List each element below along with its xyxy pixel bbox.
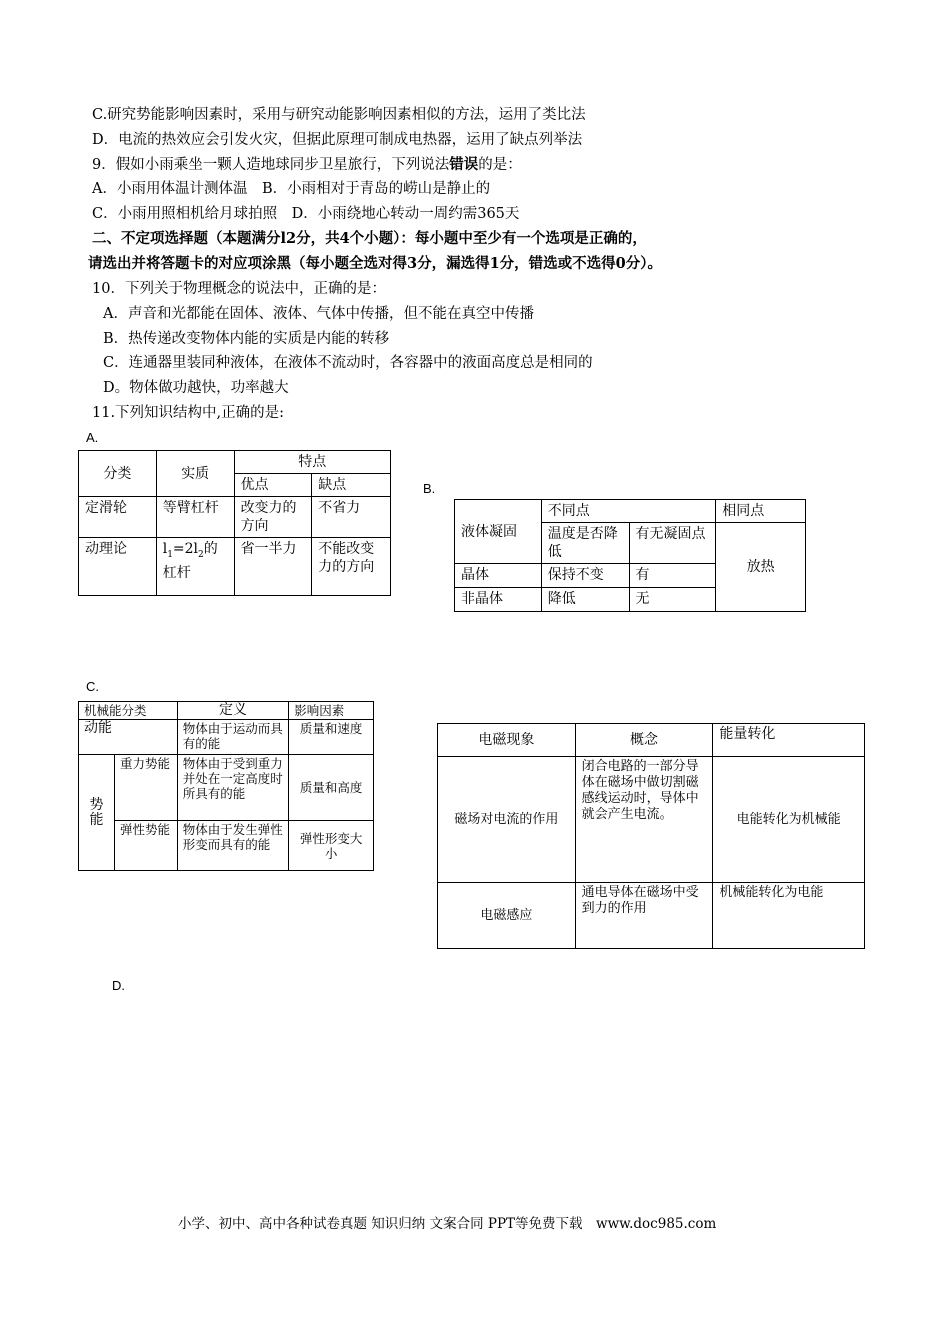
- table-a-row2-essence: [156, 538, 234, 596]
- label-c: C.: [86, 679, 99, 694]
- table-a-row2-advantage: 省一半力: [234, 538, 312, 596]
- table-c-potential: 势能: [79, 755, 115, 871]
- table-d-header-phenomenon: 电磁现象: [438, 724, 576, 757]
- table-d: [437, 723, 865, 949]
- q8-option-c: C.研究势能影响因素时，采用与研究动能影响因素相似的方法，运用了类比法: [92, 107, 586, 123]
- table-c-elastic-factor: 弹性形变大小: [289, 821, 374, 871]
- table-b-header-temp: 温度是否降低: [541, 523, 629, 564]
- q10-option-d: D。物体做功越快，功率越大: [103, 380, 289, 396]
- table-c-elastic-def: 物体由于发生弹性形变而具有的能: [177, 821, 289, 871]
- table-b-row1-temp: 保持不变: [541, 564, 629, 588]
- q10-stem: 10．下列关于物理概念的说法中，正确的是：: [92, 281, 386, 297]
- table-d-row2-energy: 机械能转化为电能: [713, 883, 865, 949]
- table-a-header-disadvantage: 缺点: [312, 474, 391, 497]
- table-a-row1-name: 定滑轮: [79, 497, 157, 538]
- label-a: A.: [86, 430, 99, 445]
- table-d-row2-phenomenon: 电磁感应: [438, 883, 576, 949]
- table-a-header-essence: 实质: [156, 451, 234, 497]
- section2-heading-line2: 请选出并将答题卡的对应项涂黑（每小题全选对得3分，漏选得1分，错选或不选得0分）。: [88, 255, 663, 272]
- q10-option-a: A．声音和光都能在固体、液体、气体中传播，但不能在真空中传播: [103, 306, 534, 322]
- table-a-header-feature: 特点: [234, 451, 390, 474]
- table-a-row2-essence-sub2: 2: [198, 549, 204, 560]
- q9-stem-post: 的是：: [478, 157, 522, 173]
- q9-stem-bold: 错误: [449, 156, 479, 173]
- table-d-row1-energy: 电能转化为机械能: [713, 757, 865, 883]
- table-a-header-advantage: 优点: [234, 474, 312, 497]
- table-b-row1-name: 晶体: [455, 564, 542, 588]
- table-b-header-diff: 不同点: [541, 500, 716, 523]
- table-c-grav-def: 物体由于受到重力并处在一定高度时所具有的能: [177, 755, 289, 821]
- table-d-header-energy: 能量转化: [713, 724, 865, 757]
- q10-option-b: B．热传递改变物体内能的实质是内能的转移: [103, 331, 390, 347]
- table-b-row2-point: 无: [629, 588, 716, 612]
- table-b-header-liquid: 液体凝固: [455, 500, 542, 564]
- table-b-row2-name: 非晶体: [455, 588, 542, 612]
- table-a-row1-advantage: 改变力的方向: [234, 497, 312, 538]
- table-c: [78, 701, 374, 871]
- table-c-grav-factor: 质量和高度: [289, 755, 374, 821]
- table-b-same-value: 放热: [716, 523, 806, 612]
- table-c-header-def: 定义: [177, 702, 289, 720]
- q9-stem: [92, 155, 522, 175]
- label-d: D.: [112, 978, 125, 993]
- table-b-header-point: 有无凝固点: [629, 523, 716, 564]
- table-b-row2-temp: 降低: [541, 588, 629, 612]
- table-a-row2-essence-mid: =2l: [172, 541, 199, 557]
- table-d-header-concept: 概念: [575, 724, 713, 757]
- label-b: B.: [423, 481, 436, 496]
- table-c-kinetic: 动能: [79, 720, 178, 755]
- table-b-header-same: 相同点: [716, 500, 806, 523]
- table-a: [78, 450, 391, 596]
- table-a-row2-essence-l: l: [162, 541, 168, 557]
- table-d-row1-concept: 闭合电路的一部分导体在磁场中做切割磁感线运动时，导体中就会产生电流。: [575, 757, 713, 883]
- q9-options-cd: C．小雨用照相机给月球拍照 D．小雨绕地心转动一周约需365天: [92, 206, 520, 222]
- q8-option-d: D．电流的热效应会引发火灾，但据此原理可制成电热器，运用了缺点列举法: [92, 132, 583, 148]
- q9-options-ab: A．小雨用体温计测体温 B．小雨相对于青岛的崂山是静止的: [92, 181, 491, 197]
- table-a-row2-disadvantage: 不能改变力的方向: [312, 538, 391, 596]
- page-footer: 小学、初中、高中各种试卷真题 知识归纳 文案合同 PPT等免费下载 www.doc985.com: [178, 1216, 717, 1232]
- table-a-row1-essence: 等臂杠杆: [156, 497, 234, 538]
- table-b: [454, 499, 806, 612]
- table-c-kinetic-factor: 质量和速度: [289, 720, 374, 755]
- table-a-row1-disadvantage: 不省力: [312, 497, 391, 538]
- table-c-header-class: 机械能分类: [79, 702, 178, 720]
- table-d-row1-phenomenon: 磁场对电流的作用: [438, 757, 576, 883]
- table-a-row2-name: 动理论: [79, 538, 157, 596]
- table-c-kinetic-def: 物体由于运动而具有的能: [177, 720, 289, 755]
- section2-heading-line1: 二、不定项选择题（本题满分l2分，共4个小题）：每小题中至少有一个选项是正确的，: [92, 230, 647, 247]
- table-c-elastic: 弹性势能: [114, 821, 177, 871]
- table-a-header-class: 分类: [79, 451, 157, 497]
- table-c-header-factor: 影响因素: [289, 702, 374, 720]
- q10-option-c: C．连通器里装同种液体，在液体不流动时，各容器中的液面高度总是相同的: [103, 355, 593, 371]
- table-a-row2-essence-sub1: 1: [167, 549, 173, 560]
- table-b-row1-point: 有: [629, 564, 716, 588]
- table-c-grav: 重力势能: [114, 755, 177, 821]
- q9-stem-pre: 9．假如小雨乘坐一颗人造地球同步卫星旅行，下列说法: [92, 157, 450, 173]
- table-a-row2-essence-post: 的杠杆: [162, 541, 218, 581]
- table-d-row2-concept: 通电导体在磁场中受到力的作用: [575, 883, 713, 949]
- q11-stem: 11.下列知识结构中,正确的是:: [92, 405, 285, 421]
